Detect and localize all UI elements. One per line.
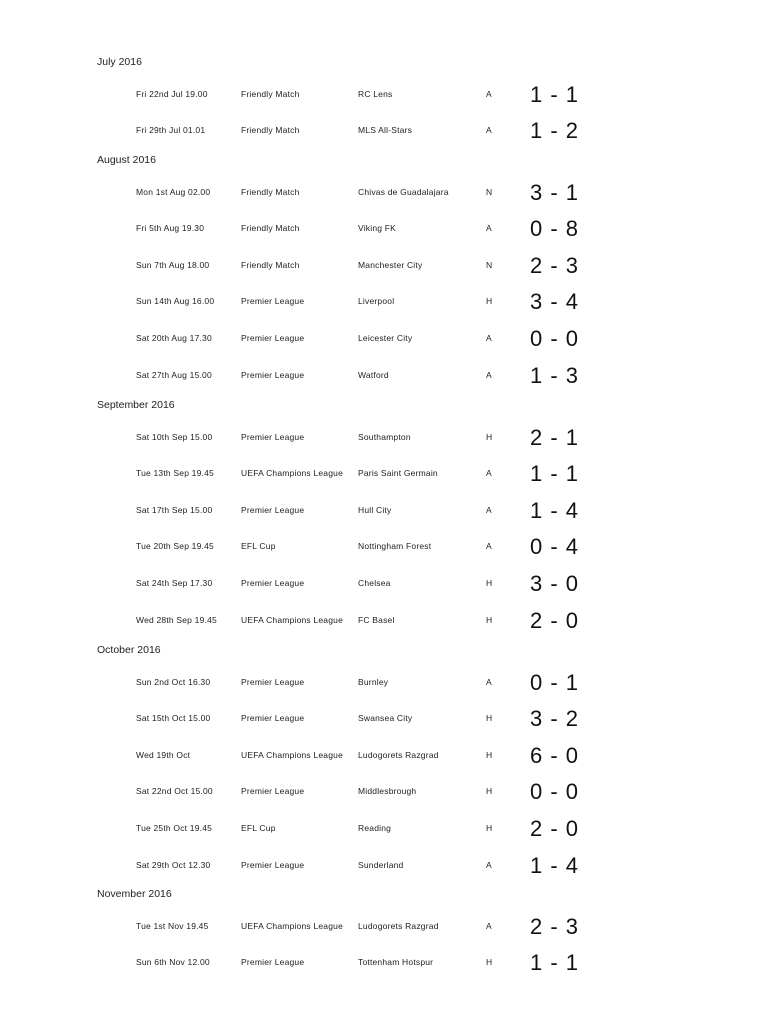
match-row: [0, 529, 768, 565]
match-score: 2 - 1: [530, 424, 580, 450]
match-score: 2 - 0: [530, 607, 580, 633]
match-opponent: Swansea City: [358, 713, 413, 724]
month-header: November 2016: [97, 888, 172, 900]
match-score: 1 - 1: [530, 950, 580, 976]
month-header: September 2016: [97, 399, 175, 411]
match-competition: Friendly Match: [241, 125, 300, 136]
match-row: [0, 76, 768, 112]
match-competition: Premier League: [241, 504, 305, 515]
match-row: [0, 492, 768, 528]
match-venue: A: [486, 920, 492, 931]
match-row: [0, 737, 768, 773]
match-row: [0, 419, 768, 455]
match-score: 0 - 0: [530, 325, 580, 351]
match-opponent: Ludogorets Razgrad: [358, 749, 439, 760]
match-competition: EFL Cup: [241, 541, 276, 552]
match-opponent: Viking FK: [358, 223, 397, 234]
match-competition: UEFA Champions League: [241, 920, 344, 931]
match-score: 1 - 1: [530, 461, 580, 487]
match-venue: A: [486, 859, 492, 870]
match-opponent: Reading: [358, 822, 392, 833]
match-date: Mon 1st Aug 02.00: [136, 186, 211, 197]
match-venue: N: [486, 186, 493, 197]
match-competition: Premier League: [241, 676, 305, 687]
match-venue: A: [486, 504, 492, 515]
match-venue: A: [486, 676, 492, 687]
match-row: [0, 701, 768, 737]
match-row: [0, 664, 768, 700]
match-opponent: Leicester City: [358, 332, 413, 343]
match-venue: A: [486, 369, 492, 380]
match-date: Sat 27th Aug 15.00: [136, 369, 212, 380]
match-date: Wed 19th Oct: [136, 749, 191, 760]
match-row: [0, 357, 768, 393]
match-row: [0, 810, 768, 846]
match-opponent: Tottenham Hotspur: [358, 957, 434, 968]
match-date: Sun 6th Nov 12.00: [136, 957, 210, 968]
match-opponent: FC Basel: [358, 614, 395, 625]
match-venue: H: [486, 431, 493, 442]
match-venue: H: [486, 822, 493, 833]
match-row: [0, 602, 768, 638]
match-score: 2 - 0: [530, 815, 580, 841]
match-row: [0, 847, 768, 883]
match-opponent: Manchester City: [358, 259, 423, 270]
match-competition: Premier League: [241, 713, 305, 724]
match-opponent: Southampton: [358, 431, 411, 442]
match-competition: Premier League: [241, 369, 305, 380]
match-score: 3 - 0: [530, 570, 580, 596]
match-score: 3 - 2: [530, 706, 580, 732]
match-row: [0, 565, 768, 601]
match-opponent: Watford: [358, 369, 389, 380]
match-opponent: Liverpool: [358, 296, 395, 307]
match-venue: H: [486, 749, 493, 760]
match-date: Sat 10th Sep 15.00: [136, 431, 213, 442]
match-score: 1 - 4: [530, 852, 580, 878]
match-date: Sat 17th Sep 15.00: [136, 504, 213, 515]
match-venue: A: [486, 223, 492, 234]
match-date: Fri 29th Jul 01.01: [136, 125, 206, 136]
match-score: 1 - 1: [530, 81, 580, 107]
match-date: Sun 7th Aug 18.00: [136, 259, 210, 270]
match-row: [0, 456, 768, 492]
match-competition: Premier League: [241, 332, 305, 343]
match-score: 0 - 1: [530, 669, 580, 695]
match-date: Sat 20th Aug 17.30: [136, 332, 212, 343]
match-score: 2 - 3: [530, 252, 580, 278]
month-header: July 2016: [97, 56, 142, 68]
match-opponent: Middlesbrough: [358, 786, 417, 797]
match-competition: Premier League: [241, 431, 305, 442]
match-competition: UEFA Champions League: [241, 749, 344, 760]
match-row: [0, 174, 768, 210]
match-venue: A: [486, 332, 492, 343]
match-score: 1 - 4: [530, 497, 580, 523]
match-date: Sat 15th Oct 15.00: [136, 713, 211, 724]
match-score: 2 - 3: [530, 913, 580, 939]
match-score: 3 - 4: [530, 289, 580, 315]
match-opponent: Burnley: [358, 676, 389, 687]
match-competition: Premier League: [241, 296, 305, 307]
match-row: [0, 774, 768, 810]
match-date: Sat 22nd Oct 15.00: [136, 786, 213, 797]
match-date: Tue 13th Sep 19.45: [136, 468, 214, 479]
match-date: Tue 1st Nov 19.45: [136, 920, 209, 931]
match-opponent: RC Lens: [358, 88, 393, 99]
match-row: [0, 945, 768, 981]
match-date: Wed 28th Sep 19.45: [136, 614, 217, 625]
match-date: Sat 24th Sep 17.30: [136, 577, 213, 588]
match-opponent: Sunderland: [358, 859, 404, 870]
match-date: Sun 14th Aug 16.00: [136, 296, 215, 307]
match-competition: Friendly Match: [241, 223, 300, 234]
match-row: [0, 211, 768, 247]
match-venue: N: [486, 259, 493, 270]
match-opponent: Hull City: [358, 504, 392, 515]
match-date: Tue 20th Sep 19.45: [136, 541, 214, 552]
match-opponent: Paris Saint Germain: [358, 468, 438, 479]
match-score: 1 - 2: [530, 118, 580, 144]
match-score: 6 - 0: [530, 742, 580, 768]
match-date: Fri 22nd Jul 19.00: [136, 88, 208, 99]
match-score: 1 - 3: [530, 362, 580, 388]
match-competition: Premier League: [241, 859, 305, 870]
match-venue: A: [486, 468, 492, 479]
match-opponent: Chivas de Guadalajara: [358, 186, 449, 197]
match-competition: Premier League: [241, 577, 305, 588]
match-row: [0, 247, 768, 283]
match-venue: A: [486, 125, 492, 136]
match-row: [0, 320, 768, 356]
match-competition: EFL Cup: [241, 822, 276, 833]
match-date: Fri 5th Aug 19.30: [136, 223, 205, 234]
match-competition: Premier League: [241, 957, 305, 968]
match-score: 3 - 1: [530, 179, 580, 205]
match-venue: H: [486, 296, 493, 307]
match-row: [0, 908, 768, 944]
match-opponent: Ludogorets Razgrad: [358, 920, 439, 931]
month-header: August 2016: [97, 154, 156, 166]
match-opponent: Nottingham Forest: [358, 541, 432, 552]
match-competition: Friendly Match: [241, 88, 300, 99]
match-opponent: Chelsea: [358, 577, 391, 588]
match-score: 0 - 0: [530, 779, 580, 805]
match-competition: UEFA Champions League: [241, 614, 344, 625]
match-venue: H: [486, 614, 493, 625]
match-competition: Friendly Match: [241, 259, 300, 270]
match-date: Sun 2nd Oct 16.30: [136, 676, 211, 687]
match-competition: Friendly Match: [241, 186, 300, 197]
match-score: 0 - 4: [530, 534, 580, 560]
match-venue: A: [486, 541, 492, 552]
match-venue: H: [486, 786, 493, 797]
match-venue: H: [486, 577, 493, 588]
match-opponent: MLS All-Stars: [358, 125, 413, 136]
match-row: [0, 284, 768, 320]
match-date: Sat 29th Oct 12.30: [136, 859, 211, 870]
match-score: 0 - 8: [530, 216, 580, 242]
match-venue: H: [486, 713, 493, 724]
match-competition: Premier League: [241, 786, 305, 797]
month-header: October 2016: [97, 644, 161, 656]
match-venue: H: [486, 957, 493, 968]
match-competition: UEFA Champions League: [241, 468, 344, 479]
match-row: [0, 113, 768, 149]
match-date: Tue 25th Oct 19.45: [136, 822, 213, 833]
match-venue: A: [486, 88, 492, 99]
